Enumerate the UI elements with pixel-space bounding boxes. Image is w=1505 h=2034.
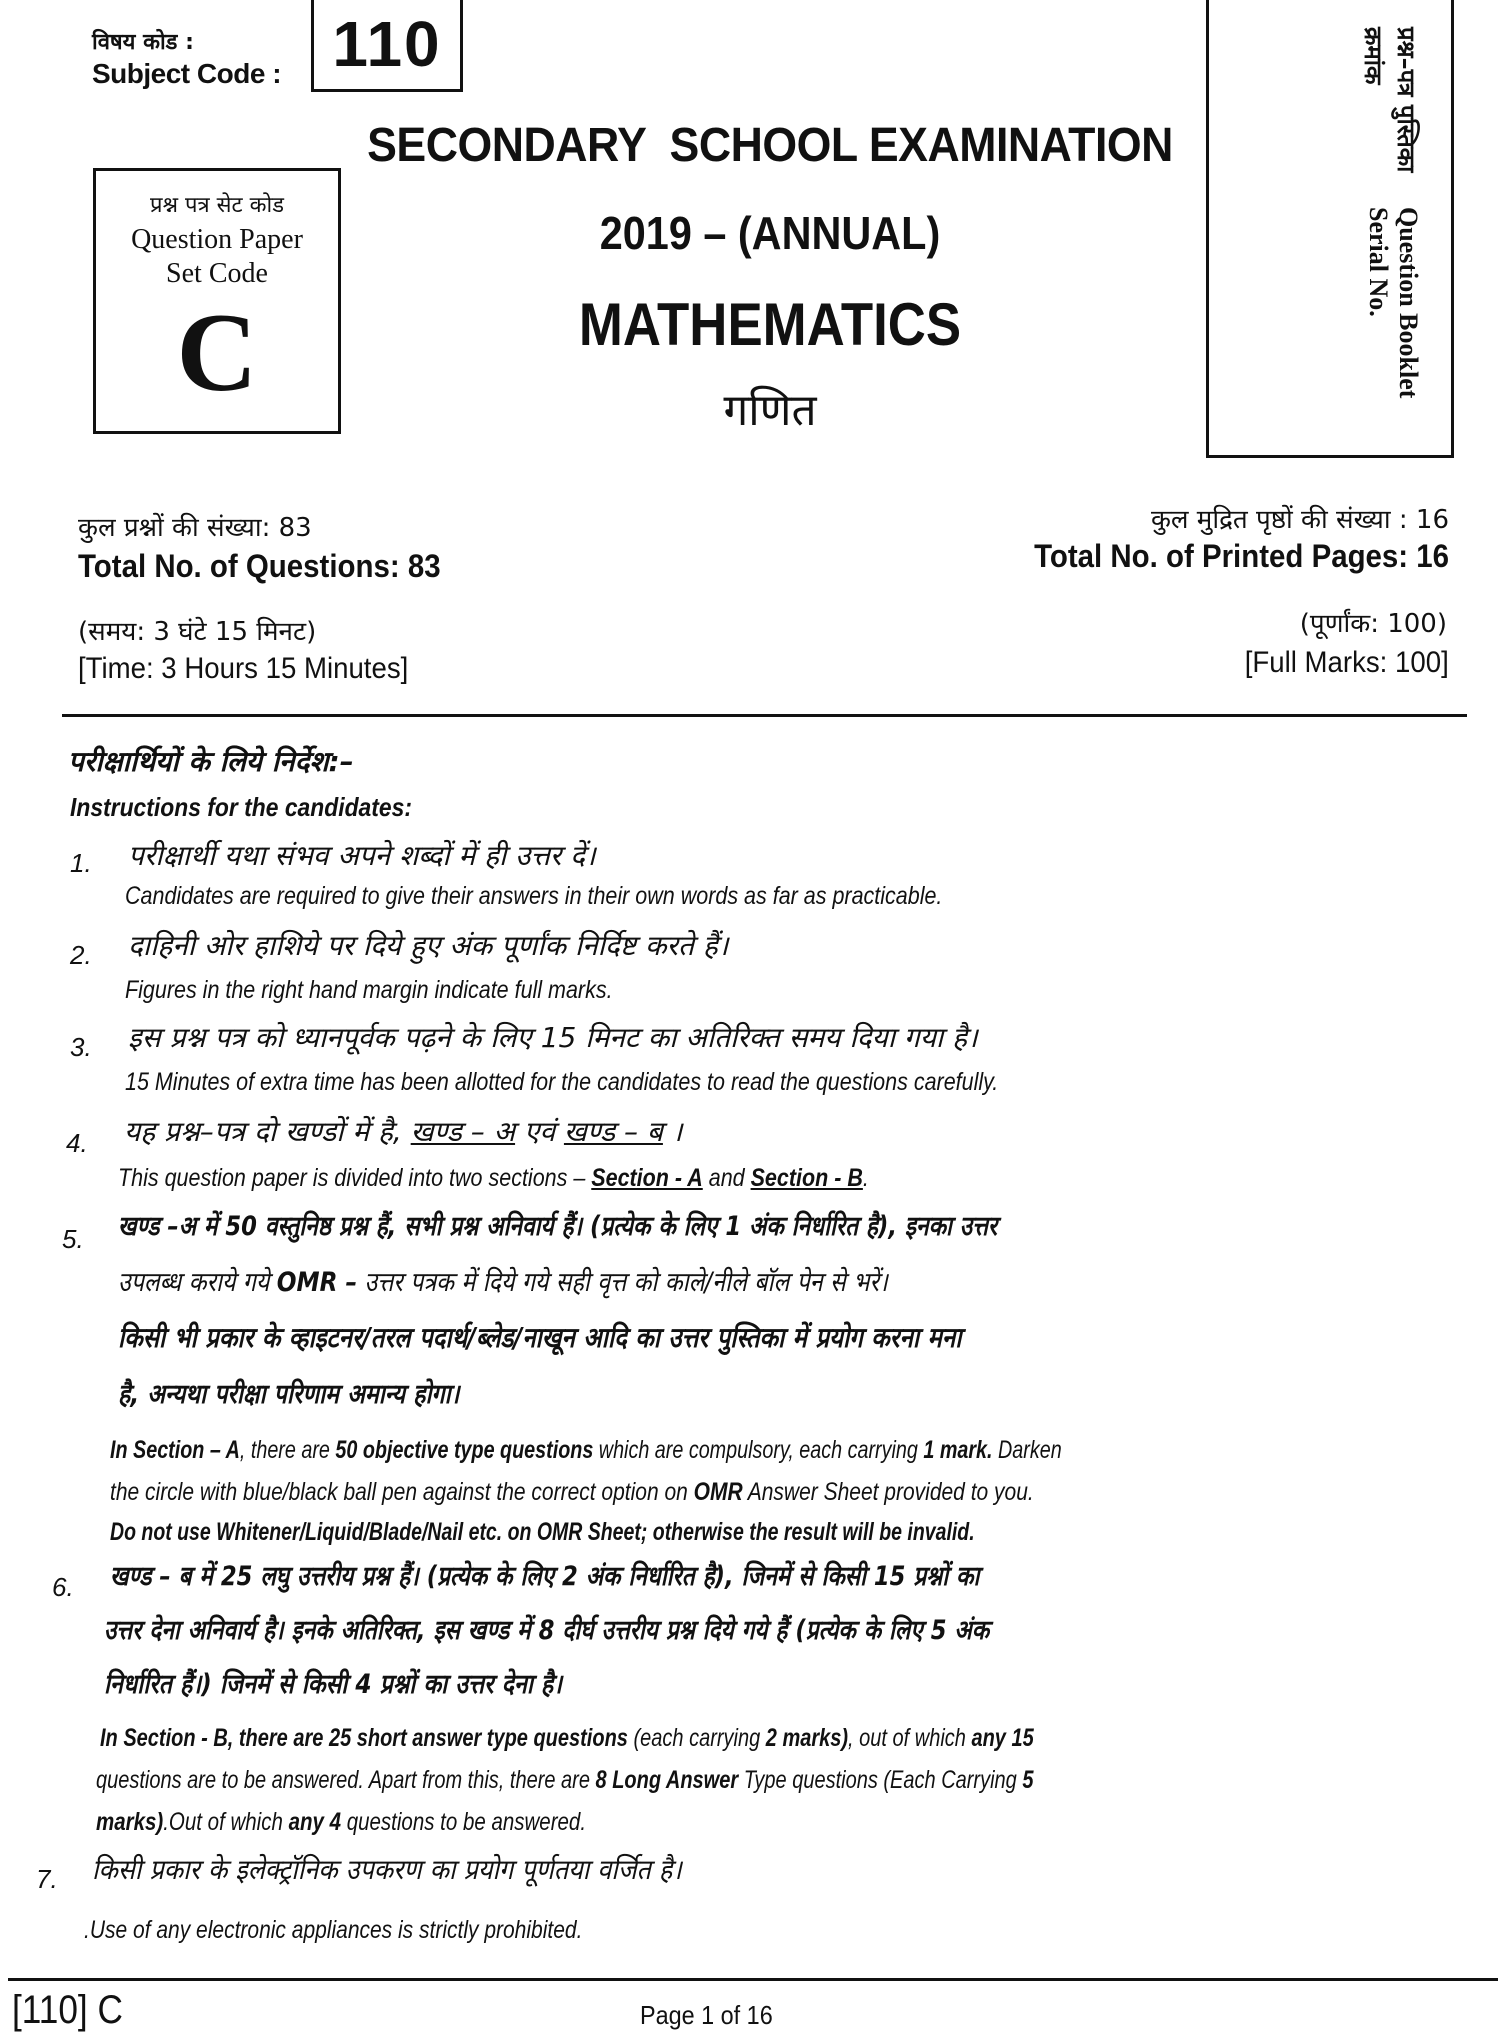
booklet-serial-label-hindi: प्रश्न–पत्र पुस्तिका क्रमांक (1359, 27, 1420, 173)
subject-title: MATHEMATICS (578, 291, 962, 358)
section-b-label-hindi: खण्ड – ब (563, 1115, 663, 1148)
item-text-hindi-line3: किसी भी प्रकार के व्हाइटनर/तरल पदार्थ/ब्लेड/नाखून आदि का उत्तर पुस्तिका में प्रयोग करना मना (118, 1321, 962, 1354)
item-text: 15 Minutes of extra time has been allotted for the candidates to read the questions carefully. (125, 1068, 999, 1096)
item-text: Figures in the right hand margin indicate full marks. (125, 976, 613, 1004)
item-text-line3: marks).Out of which any 4 questions to be answered. (96, 1808, 587, 1836)
item-text-hindi: दाहिनी ओर हाशिये पर दिये हुए अंक पूर्णांक निर्दिष्ट करते हैं। (128, 929, 729, 962)
set-code-label-line1: Question Paper (131, 224, 303, 255)
item-text: Candidates are required to give their answers in their own words as far as practicable. (125, 882, 943, 910)
section-a-label-hindi: खण्ड – अ (410, 1115, 516, 1148)
item-text-line3: Do not use Whitener/Liquid/Blade/Nail etc. on OMR Sheet; otherwise the result will be invalid. (110, 1518, 975, 1546)
full-marks: [Full Marks: 100] (1245, 646, 1449, 679)
item-number: 4. (66, 1128, 88, 1158)
footer-divider (8, 1978, 1498, 1981)
set-code-value: C (176, 291, 258, 415)
item-text-hindi-line1: खण्ड – ब में 25 लघु उत्तरीय प्रश्न हैं। (प्रत्येक के लिए 2 अंक निर्धारित है), जिनमें से किसी 15 प्रश्नों का (110, 1561, 980, 1592)
set-code-label-line2: Set Code (166, 258, 268, 289)
question-count: Total No. of Questions: 83 (78, 548, 441, 584)
item-number: 3. (70, 1032, 92, 1062)
item-text-line2: the circle with blue/black ball pen against the correct option on OMR Answer Sheet provided to you. (110, 1478, 1034, 1506)
time-allowed: [Time: 3 Hours 15 Minutes] (78, 652, 409, 685)
exam-title: SECONDARY SCHOOL EXAMINATION (367, 119, 1173, 172)
item-text: This question paper is divided into two sections – Section - A and Section - B. (118, 1164, 869, 1192)
item-text-hindi: यह प्रश्न–पत्र दो खण्डों में है, खण्ड – अ एवं खण्ड – ब । (124, 1115, 683, 1148)
booklet-serial-box (1206, 0, 1454, 458)
item-number: 6. (52, 1572, 74, 1602)
item-text-line1: In Section – A, there are 50 objective type questions which are compulsory, each carrying 1 mark. Darken (110, 1436, 1062, 1464)
subject-code-label-hindi: विषय कोड : (92, 30, 194, 55)
item-text-hindi: इस प्रश्न पत्र को ध्यानपूर्वक पढ़ने के लिए 15 मिनट का अतिरिक्त समय दिया गया है। (128, 1021, 978, 1054)
page-number: Page 1 of 16 (640, 2000, 773, 2030)
section-b-label: Section - B (750, 1164, 863, 1192)
item-text-hindi: किसी प्रकार के इलेक्ट्रॉनिक उपकरण का प्रयोग पूर्णतया वर्जित है। (92, 1853, 682, 1886)
section-a-label: Section - A (591, 1164, 703, 1192)
item-text-hindi: परीक्षार्थी यथा संभव अपने शब्दों में ही उत्तर दें। (128, 839, 596, 872)
item-text-hindi-line2: उपलब्ध कराये गये OMR – उत्तर पत्रक में दिये गये सही वृत्त को काले/नीले बॉल पेन से भरें। (118, 1267, 888, 1298)
instructions-heading: Instructions for the candidates: (70, 792, 412, 822)
item-number: 7. (36, 1864, 58, 1894)
item-text-hindi-line4: है, अन्यथा परीक्षा परिणाम अमान्य होगा। (118, 1379, 460, 1410)
full-marks-hindi: (पूर्णांक: 100) (1299, 609, 1447, 639)
time-hindi: (समय: 3 घंटे 15 मिनट) (78, 617, 317, 647)
item-number: 5. (62, 1224, 84, 1254)
item-text-hindi-line1: खण्ड –अ में 50 वस्तुनिष्ठ प्रश्न हैं, सभी प्रश्न अनिवार्य हैं। (प्रत्येक के लिए 1 अंक निर्धारित है), इनका उत्तर (118, 1211, 998, 1242)
omr-label: OMR – (276, 1267, 358, 1298)
item-text-hindi-line2: उत्तर देना अनिवार्य है। इनके अतिरिक्त, इस खण्ड में 8 दीर्घ उत्तरीय प्रश्न दिये गये हैं (प्रत्येक के लिए 5 अंक (104, 1615, 990, 1646)
item-text-line1: In Section - B, there are 25 short answer type questions (each carrying 2 marks), out of which any 15 (100, 1724, 1034, 1752)
set-code-box (93, 168, 341, 434)
item-text-line2: questions are to be answered. Apart from this, there are 8 Long Answer Type questions (Each Carrying 5 (96, 1766, 1034, 1794)
instructions-heading-hindi: परीक्षार्थियों के लिये निर्देश:– (68, 745, 354, 778)
subject-title-hindi: गणित (723, 385, 817, 436)
divider (62, 714, 1467, 717)
subject-code-label: Subject Code : (92, 58, 282, 89)
exam-year: 2019 – (ANNUAL) (599, 207, 941, 259)
item-number: 1. (70, 848, 92, 878)
footer-paper-code: [110] C (12, 1988, 123, 2032)
booklet-serial-label-english: Question Booklet Serial No. (1364, 207, 1423, 399)
set-code-label-hindi: प्रश्न पत्र सेट कोड (149, 193, 285, 218)
printed-pages: Total No. of Printed Pages: 16 (1034, 538, 1449, 574)
subject-code-box (311, 0, 463, 92)
subject-code-value: 110 (332, 8, 442, 80)
booklet-serial-label (1357, 27, 1423, 455)
item-text: .Use of any electronic appliances is strictly prohibited. (84, 1916, 583, 1944)
item-text-hindi-line3: निर्धारित हैं।) जिनमें से किसी 4 प्रश्नों का उत्तर देना है। (104, 1669, 563, 1700)
question-count-hindi: कुल प्रश्नों की संख्या: 83 (78, 513, 312, 543)
printed-pages-hindi: कुल मुद्रित पृष्ठों की संख्या : 16 (1150, 505, 1449, 535)
item-number: 2. (70, 940, 92, 970)
